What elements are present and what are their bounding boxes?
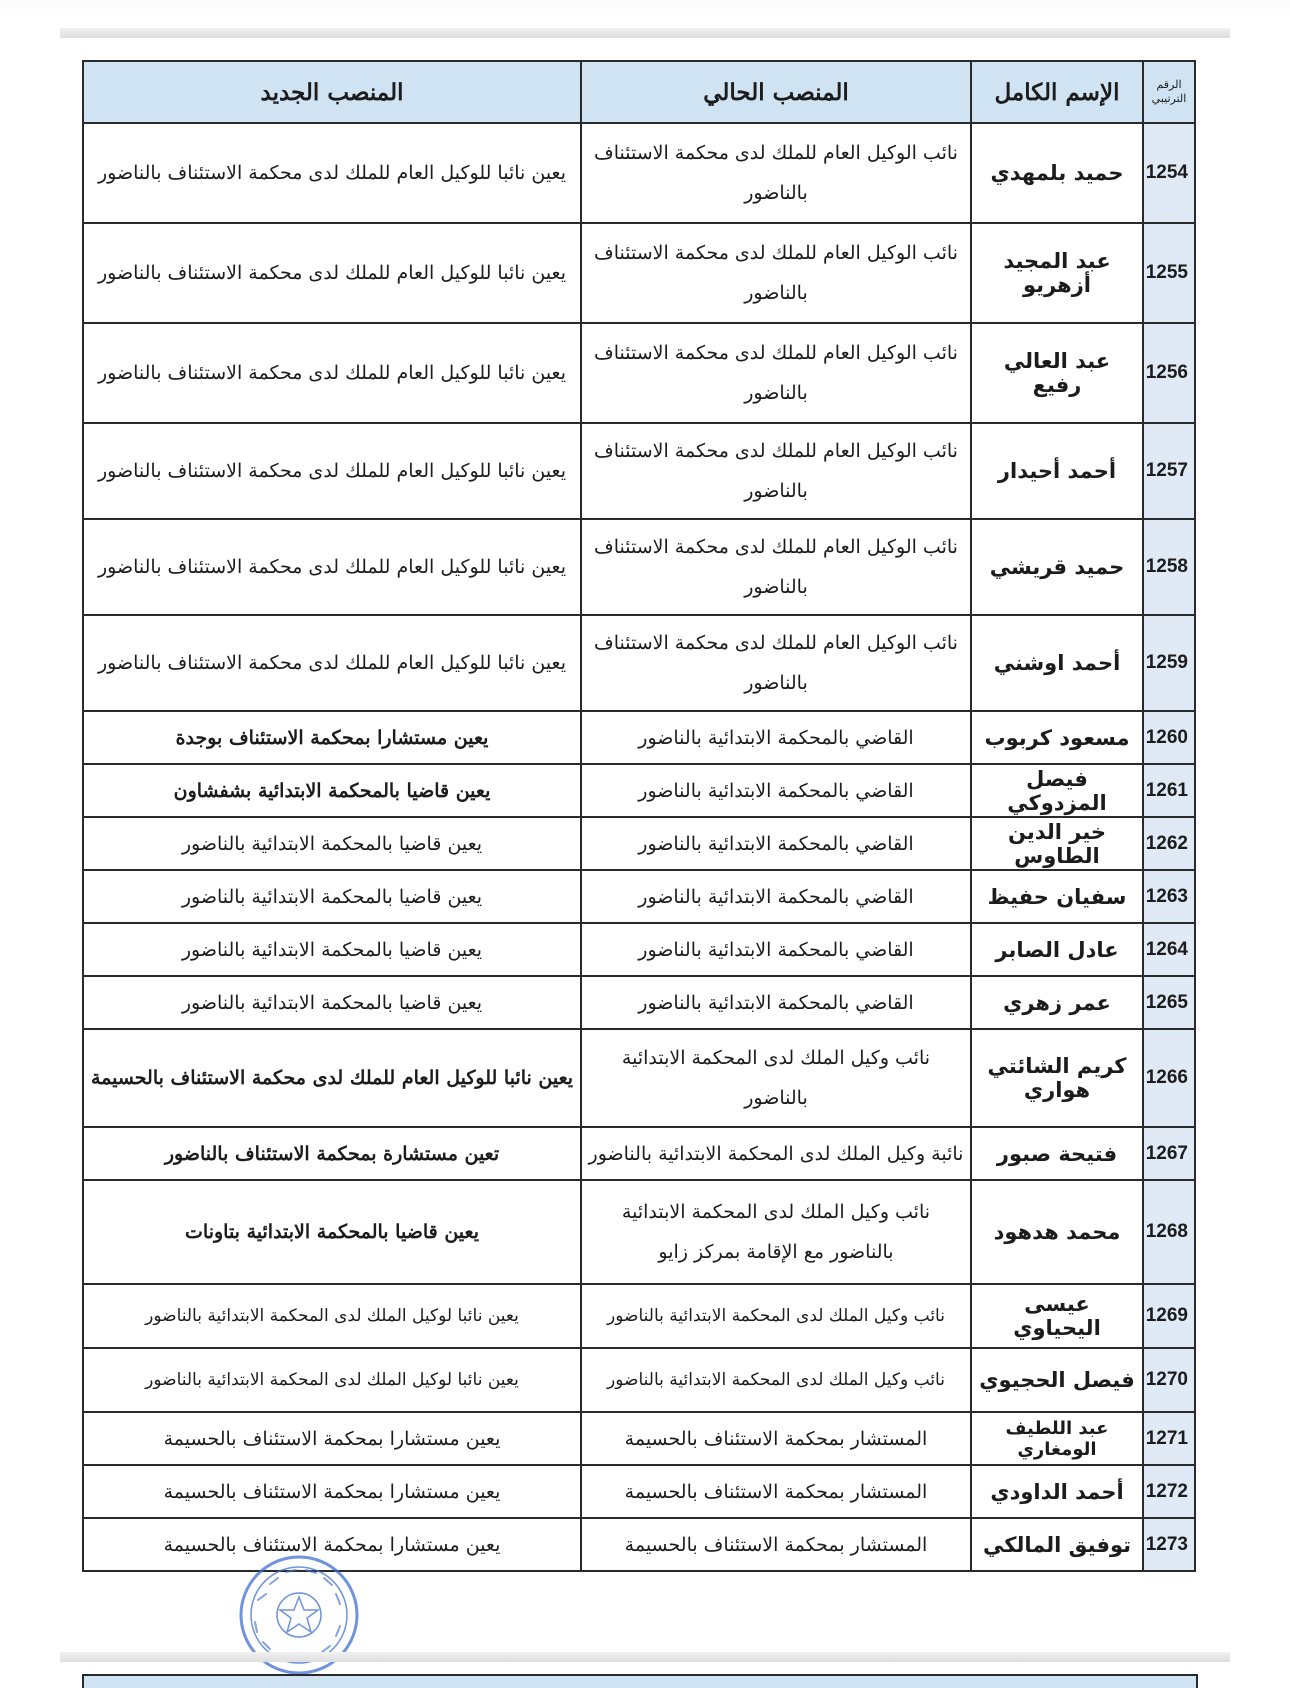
row-current-position: نائب وكيل الملك لدى المحكمة الابتدائية بالناضور مع الإقامة بمركز زايو — [581, 1180, 971, 1284]
table-row — [83, 1518, 1195, 1571]
row-number: 1258 — [1143, 519, 1195, 615]
row-new-position: يعين نائبا للوكيل العام للملك لدى محكمة الاستئناف بالناضور — [83, 519, 581, 615]
row-current-position: نائب وكيل الملك لدى المحكمة الابتدائية بالناضور — [581, 1348, 971, 1412]
table-row — [83, 123, 1195, 223]
row-current-position: نائب الوكيل العام للملك لدى محكمة الاستئناف بالناضور — [581, 615, 971, 711]
row-new-position: يعين قاضيا بالمحكمة الابتدائية بالناضور — [83, 976, 581, 1029]
row-name: أحمد الداودي — [971, 1465, 1143, 1518]
row-current-position: القاضي بالمحكمة الابتدائية بالناضور — [581, 817, 971, 870]
row-name: عبد المجيد أزهريو — [971, 223, 1143, 323]
table-row — [83, 1348, 1195, 1412]
row-new-position: يعين قاضيا بالمحكمة الابتدائية بالناضور — [83, 870, 581, 923]
row-new-position: يعين مستشارا بمحكمة الاستئناف بالحسيمة — [83, 1412, 581, 1465]
row-name: عيسى اليحياوي — [971, 1284, 1143, 1348]
row-name: عبد العالي رفيع — [971, 323, 1143, 423]
table-row — [83, 1465, 1195, 1518]
row-name: سفيان حفيظ — [971, 870, 1143, 923]
scan-top-shade — [0, 0, 1290, 20]
table-row — [83, 323, 1195, 423]
row-current-position: نائب الوكيل العام للملك لدى محكمة الاستئناف بالناضور — [581, 519, 971, 615]
table-row — [83, 764, 1195, 817]
row-name: حميد بلمهدي — [971, 123, 1143, 223]
table-row — [83, 223, 1195, 323]
row-number: 1265 — [1143, 976, 1195, 1029]
row-new-position: يعين قاضيا بالمحكمة الابتدائية بالناضور — [83, 923, 581, 976]
row-current-position: القاضي بالمحكمة الابتدائية بالناضور — [581, 923, 971, 976]
table-row — [83, 711, 1195, 764]
row-number: 1262 — [1143, 817, 1195, 870]
row-name: أحمد أحيدار — [971, 423, 1143, 519]
row-new-position: يعين نائبا لوكيل الملك لدى المحكمة الابتدائية بالناضور — [83, 1284, 581, 1348]
table-row — [83, 817, 1195, 870]
next-page-table-edge — [82, 1674, 1198, 1688]
row-name: توفيق المالكي — [971, 1518, 1143, 1571]
table-row — [83, 519, 1195, 615]
row-number: 1259 — [1143, 615, 1195, 711]
row-new-position: يعين مستشارا بمحكمة الاستئناف بوجدة — [83, 711, 581, 764]
row-name: محمد هدهود — [971, 1180, 1143, 1284]
row-name: حميد قريشي — [971, 519, 1143, 615]
table-header-row — [83, 61, 1195, 123]
row-number: 1270 — [1143, 1348, 1195, 1412]
row-new-position: يعين قاضيا بالمحكمة الابتدائية بالناضور — [83, 817, 581, 870]
row-new-position: يعين نائبا للوكيل العام للملك لدى محكمة الاستئناف بالحسيمة — [83, 1029, 581, 1127]
row-number: 1261 — [1143, 764, 1195, 817]
row-current-position: المستشار بمحكمة الاستئناف بالحسيمة — [581, 1412, 971, 1465]
row-new-position: يعين نائبا للوكيل العام للملك لدى محكمة الاستئناف بالناضور — [83, 423, 581, 519]
row-number: 1256 — [1143, 323, 1195, 423]
row-new-position: يعين قاضيا بالمحكمة الابتدائية بتاونات — [83, 1180, 581, 1284]
row-current-position: نائب الوكيل العام للملك لدى محكمة الاستئناف بالناضور — [581, 123, 971, 223]
top-page-rule — [60, 28, 1230, 38]
row-new-position: يعين نائبا للوكيل العام للملك لدى محكمة الاستئناف بالناضور — [83, 323, 581, 423]
bottom-page-rule — [60, 1652, 1230, 1662]
row-current-position: نائب الوكيل العام للملك لدى محكمة الاستئناف بالناضور — [581, 423, 971, 519]
row-current-position: نائب وكيل الملك لدى المحكمة الابتدائية بالناضور — [581, 1029, 971, 1127]
row-number: 1271 — [1143, 1412, 1195, 1465]
row-name: فيصل المزدوكي — [971, 764, 1143, 817]
row-number: 1257 — [1143, 423, 1195, 519]
row-current-position: القاضي بالمحكمة الابتدائية بالناضور — [581, 976, 971, 1029]
table-row — [83, 870, 1195, 923]
header-new-position: المنصب الجديد — [83, 61, 581, 123]
table-row — [83, 1180, 1195, 1284]
table-row — [83, 423, 1195, 519]
appointments-table — [82, 60, 1196, 1572]
row-number: 1273 — [1143, 1518, 1195, 1571]
row-number: 1255 — [1143, 223, 1195, 323]
row-new-position: يعين مستشارا بمحكمة الاستئناف بالحسيمة — [83, 1465, 581, 1518]
row-current-position: نائب وكيل الملك لدى المحكمة الابتدائية بالناضور — [581, 1284, 971, 1348]
row-current-position: المستشار بمحكمة الاستئناف بالحسيمة — [581, 1518, 971, 1571]
row-new-position: تعين مستشارة بمحكمة الاستئناف بالناضور — [83, 1127, 581, 1180]
row-number: 1266 — [1143, 1029, 1195, 1127]
row-new-position: يعين قاضيا بالمحكمة الابتدائية بشفشاون — [83, 764, 581, 817]
table-row — [83, 923, 1195, 976]
row-number: 1263 — [1143, 870, 1195, 923]
row-new-position: يعين نائبا للوكيل العام للملك لدى محكمة الاستئناف بالناضور — [83, 615, 581, 711]
table-row — [83, 1127, 1195, 1180]
row-name: مسعود كربوب — [971, 711, 1143, 764]
row-number: 1264 — [1143, 923, 1195, 976]
row-number: 1267 — [1143, 1127, 1195, 1180]
row-number: 1260 — [1143, 711, 1195, 764]
row-new-position: يعين نائبا للوكيل العام للملك لدى محكمة الاستئناف بالناضور — [83, 123, 581, 223]
row-number: 1268 — [1143, 1180, 1195, 1284]
row-new-position: يعين نائبا لوكيل الملك لدى المحكمة الابتدائية بالناضور — [83, 1348, 581, 1412]
row-current-position: المستشار بمحكمة الاستئناف بالحسيمة — [581, 1465, 971, 1518]
row-current-position: نائب الوكيل العام للملك لدى محكمة الاستئناف بالناضور — [581, 223, 971, 323]
row-new-position: يعين مستشارا بمحكمة الاستئناف بالحسيمة — [83, 1518, 581, 1571]
header-full-name: الإسم الكامل — [971, 61, 1143, 123]
header-current-position: المنصب الحالي — [581, 61, 971, 123]
row-number: 1254 — [1143, 123, 1195, 223]
table-row — [83, 615, 1195, 711]
row-current-position: نائبة وكيل الملك لدى المحكمة الابتدائية بالناضور — [581, 1127, 971, 1180]
row-new-position: يعين نائبا للوكيل العام للملك لدى محكمة الاستئناف بالناضور — [83, 223, 581, 323]
row-number: 1269 — [1143, 1284, 1195, 1348]
row-name: عبد اللطيف الومغاري — [971, 1412, 1143, 1465]
table-row — [83, 1284, 1195, 1348]
row-current-position: القاضي بالمحكمة الابتدائية بالناضور — [581, 764, 971, 817]
row-current-position: القاضي بالمحكمة الابتدائية بالناضور — [581, 711, 971, 764]
table-row — [83, 1029, 1195, 1127]
table-row — [83, 976, 1195, 1029]
row-name: فتيحة صبور — [971, 1127, 1143, 1180]
header-number: الرقم الترتيبي — [1143, 61, 1195, 123]
row-name: أحمد اوشني — [971, 615, 1143, 711]
row-name: عمر زهري — [971, 976, 1143, 1029]
row-name: كريم الشائتي هواري — [971, 1029, 1143, 1127]
row-current-position: نائب الوكيل العام للملك لدى محكمة الاستئناف بالناضور — [581, 323, 971, 423]
table-row — [83, 1412, 1195, 1465]
row-name: خير الدين الطاوس — [971, 817, 1143, 870]
row-current-position: القاضي بالمحكمة الابتدائية بالناضور — [581, 870, 971, 923]
row-name: عادل الصابر — [971, 923, 1143, 976]
row-name: فيصل الحجيوي — [971, 1348, 1143, 1412]
row-number: 1272 — [1143, 1465, 1195, 1518]
